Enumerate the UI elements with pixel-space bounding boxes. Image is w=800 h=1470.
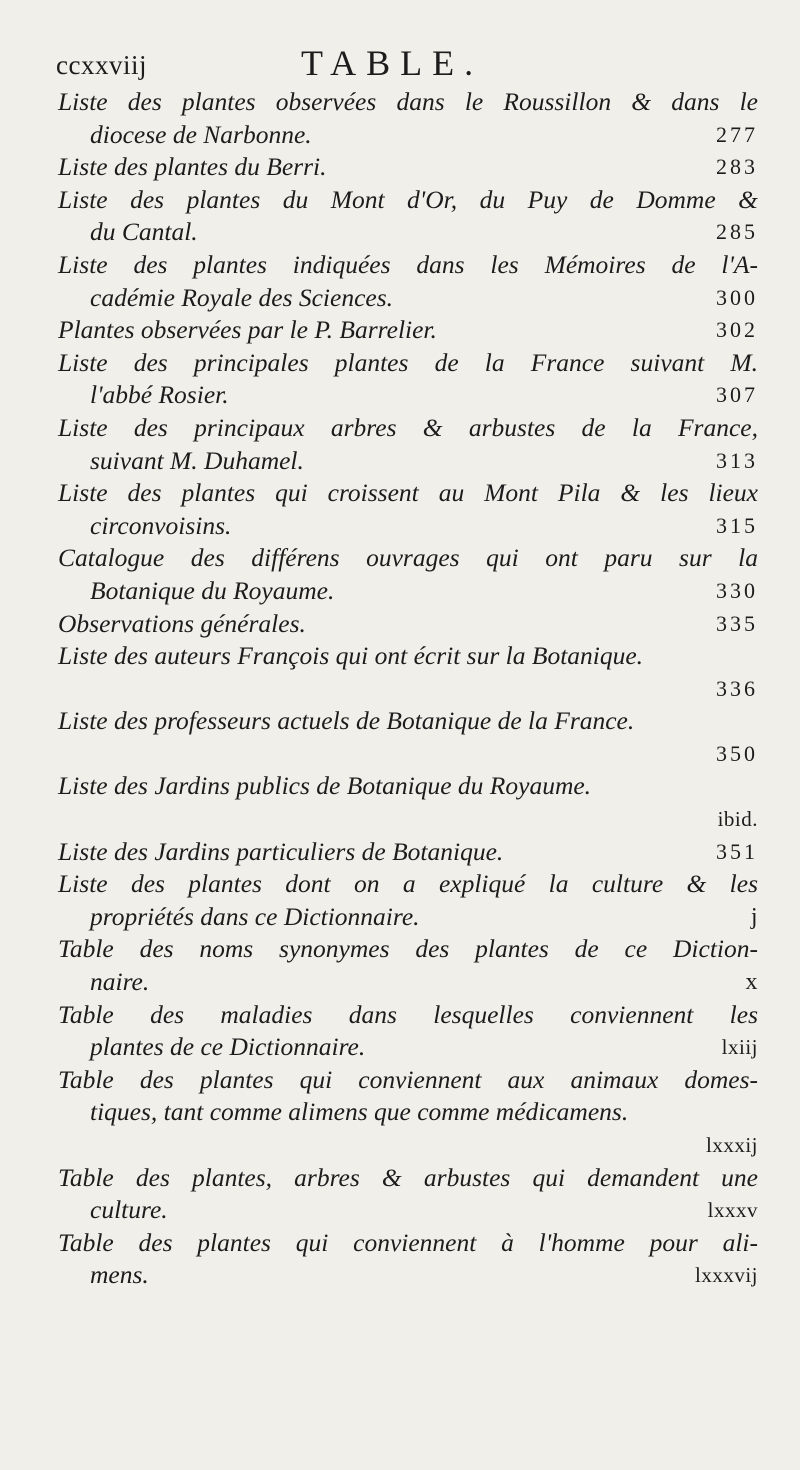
- page-number-line: [58, 673, 758, 706]
- entry-title-line: Catalogue des différens ouvrages qui ont paru sur la: [58, 543, 758, 573]
- entry-title-line: Liste des Jardins publics de Botanique du Royaume.: [58, 771, 592, 801]
- entry-title-line: Liste des Jardins particuliers de Botanique.: [58, 836, 504, 866]
- entry-title-line: Liste des plantes qui croissent au Mont Pila & les lieux: [58, 478, 758, 508]
- toc-entry: [58, 933, 758, 998]
- page-number: 351: [716, 838, 758, 864]
- entry-title-line: Liste des plantes dont on a expliqué la culture & les: [58, 869, 758, 899]
- toc-entry: [58, 1227, 758, 1292]
- entry-title-line: Observations générales.: [58, 608, 306, 638]
- page-number: 313: [716, 447, 758, 473]
- page-header: [56, 42, 740, 86]
- entry-title-line: Liste des professeurs actuels de Botanique de la France.: [58, 706, 635, 736]
- toc-entry: [58, 86, 758, 151]
- entry-title-line: Liste des principaux arbres & arbustes de la France,: [58, 412, 758, 442]
- entry-title-line: Plantes observées par le P. Barrelier.: [58, 315, 437, 345]
- table-of-contents: [58, 86, 758, 1292]
- entry-continuation-line: mens.: [90, 1260, 149, 1290]
- page-number: 285: [716, 219, 758, 245]
- toc-entry: [58, 999, 758, 1064]
- entry-title-line: Liste des principales plantes de la France suivant M.: [58, 347, 758, 377]
- page-number: 300: [716, 284, 758, 310]
- entry-continuation-line: Botanique du Royaume.: [90, 575, 335, 605]
- running-title: TABLE.: [301, 43, 484, 83]
- toc-entry: [58, 868, 758, 933]
- page-number: lxiij: [721, 1035, 758, 1060]
- toc-entry: [58, 184, 758, 249]
- toc-entry: [58, 249, 758, 314]
- toc-entry: [58, 412, 758, 477]
- folio-number: ccxxviij: [56, 50, 147, 80]
- page-number: 350: [716, 740, 758, 766]
- page-number: 315: [716, 512, 758, 538]
- page-number: 330: [716, 577, 758, 603]
- toc-entry: [58, 608, 758, 641]
- page-number-line: [58, 738, 758, 771]
- entry-continuation-line: cadémie Royale des Sciences.: [90, 282, 394, 312]
- entry-title-line: Liste des plantes observées dans le Roussillon & dans le: [58, 87, 758, 116]
- toc-entry: [58, 151, 758, 184]
- page-number-line: [58, 1129, 758, 1162]
- toc-entry: [58, 640, 758, 705]
- entry-continuation-line: circonvoisins.: [90, 510, 232, 540]
- entry-title-line: Liste des plantes indiquées dans les Mémoires de l'A-: [58, 249, 758, 279]
- toc-entry: [58, 1064, 758, 1162]
- entry-continuation-line: du Cantal.: [90, 217, 198, 247]
- page-number: 307: [716, 382, 758, 408]
- page-number: 277: [716, 121, 758, 147]
- page-number: x: [745, 969, 758, 996]
- entry-continuation-line: diocese de Narbonne.: [90, 119, 312, 149]
- entry-title-line: Liste des auteurs François qui ont écrit sur la Botanique.: [58, 641, 644, 671]
- page-number: ibid.: [717, 807, 758, 832]
- toc-entry: [58, 347, 758, 412]
- toc-entry: [58, 705, 758, 770]
- toc-entry: [58, 314, 758, 347]
- page-number: 336: [716, 675, 758, 701]
- entry-title-line: Liste des plantes du Berri.: [58, 152, 327, 182]
- page-number: 302: [716, 317, 758, 343]
- entry-continuation-line: l'abbé Rosier.: [90, 380, 229, 410]
- toc-entry: [58, 770, 758, 835]
- entry-title-line: Table des plantes qui conviennent à l'homme pour ali-: [58, 1227, 758, 1257]
- toc-entry: [58, 477, 758, 542]
- entry-continuation-line: culture.: [90, 1195, 168, 1225]
- page-number-line: [58, 803, 758, 836]
- page-number: 335: [716, 610, 758, 636]
- entry-continuation-line: naire.: [90, 967, 150, 997]
- toc-entry: [58, 836, 758, 869]
- entry-continuation-line: suivant M. Duhamel.: [90, 445, 304, 475]
- entry-title-line: Table des plantes, arbres & arbustes qui demandent une: [58, 1162, 758, 1192]
- entry-continuation-line: tiques, tant comme alimens que comme médicamens.: [90, 1097, 629, 1127]
- page-number: j: [750, 903, 758, 930]
- entry-continuation-line: plantes de ce Dictionnaire.: [90, 1032, 366, 1062]
- entry-title-line: Table des maladies dans lesquelles conviennent les: [58, 999, 758, 1029]
- page-number: lxxxij: [705, 1133, 758, 1157]
- toc-entry: [58, 1162, 758, 1227]
- page-number: lxxxvij: [694, 1263, 758, 1288]
- entry-continuation-line: propriétés dans ce Dictionnaire.: [90, 901, 420, 931]
- page-number: lxxxv: [707, 1198, 758, 1223]
- entry-title-line: Table des noms synonymes des plantes de ce Diction-: [58, 934, 758, 964]
- entry-title-line: Table des plantes qui conviennent aux animaux domes-: [58, 1064, 758, 1094]
- entry-title-line: Liste des plantes du Mont d'Or, du Puy de Domme &: [58, 184, 758, 214]
- toc-entry: [58, 542, 758, 607]
- page-number: 283: [716, 154, 758, 180]
